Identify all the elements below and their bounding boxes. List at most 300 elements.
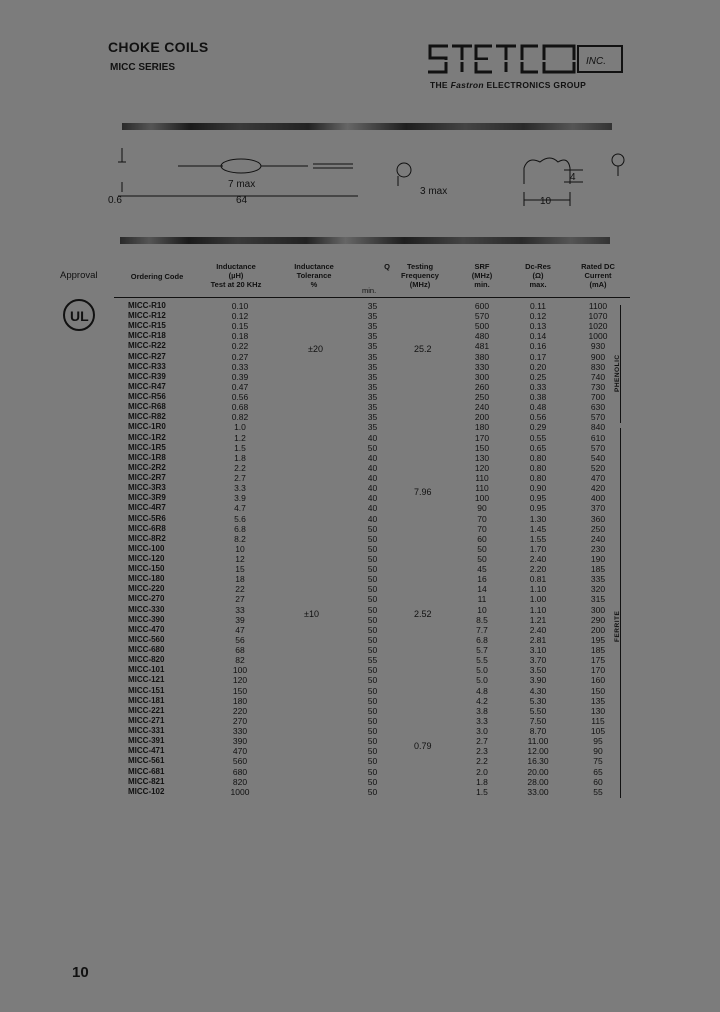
row-rated-current: 830: [590, 361, 606, 372]
row-dc-resistance: 33.00: [527, 786, 549, 797]
row-dc-resistance: 1.30: [529, 513, 547, 524]
row-q: 50: [367, 715, 378, 726]
row-ordering-code: MICC-R12: [128, 311, 166, 321]
row-ordering-code: MICC-391: [128, 736, 165, 746]
row-dc-resistance: 12.00: [527, 746, 549, 757]
row-q: 50: [367, 695, 378, 706]
row-dc-resistance: 3.50: [529, 665, 547, 676]
row-srf: 70: [477, 523, 487, 534]
row-srf: 1.5: [476, 786, 488, 797]
table-row: [0, 605, 720, 615]
row-srf: 2.2: [476, 756, 488, 767]
row-srf: 11: [477, 594, 487, 605]
row-ordering-code: MICC-180: [128, 574, 165, 584]
row-dc-resistance: 0.95: [529, 503, 547, 514]
row-dc-resistance: 5.30: [529, 695, 547, 706]
table-row: [0, 311, 720, 321]
row-ordering-code: MICC-221: [128, 705, 165, 715]
stetco-logo: [426, 42, 626, 78]
tolerance-group-1: ±20: [308, 344, 323, 354]
table-row: [0, 767, 720, 777]
row-dc-resistance: 0.38: [529, 392, 547, 403]
row-q: 35: [367, 392, 378, 403]
row-q: 35: [367, 371, 378, 382]
row-rated-current: 185: [590, 564, 606, 575]
row-srf: 481: [474, 341, 490, 352]
row-ordering-code: MICC-R10: [128, 301, 166, 310]
dim-10: 10: [540, 196, 552, 207]
table-row: [0, 392, 720, 402]
row-dc-resistance: 3.90: [529, 675, 547, 686]
row-inductance: 6.8: [234, 523, 246, 534]
row-rated-current: 60: [593, 776, 603, 787]
row-ordering-code: MICC-1R0: [128, 422, 166, 432]
row-ordering-code: MICC-100: [128, 543, 165, 553]
row-srf: 250: [474, 392, 490, 403]
row-ordering-code: MICC-R15: [128, 321, 166, 331]
row-q: 35: [367, 301, 378, 311]
row-srf: 260: [474, 381, 490, 392]
row-q: 50: [367, 746, 378, 757]
header-tolerance: Inductance Tolerance %: [294, 262, 334, 289]
row-q: 50: [367, 604, 378, 615]
row-dc-resistance: 1.10: [529, 604, 547, 615]
row-srf: 1.8: [476, 776, 488, 787]
row-srf: 330: [474, 361, 490, 372]
row-dc-resistance: 1.55: [529, 533, 547, 544]
row-q: 50: [367, 634, 378, 645]
header-testing-frequency: Testing Frequency (MHz): [401, 262, 439, 289]
row-q: 50: [367, 766, 378, 777]
table-row: [0, 493, 720, 503]
row-dc-resistance: 8.70: [529, 726, 547, 737]
table-row: [0, 503, 720, 513]
row-rated-current: 610: [590, 432, 606, 443]
row-inductance: 82: [235, 655, 245, 666]
table-row: [0, 331, 720, 341]
dim-7max: 7 max: [228, 179, 256, 190]
row-inductance: 1.5: [234, 442, 246, 453]
row-q: 40: [367, 473, 378, 484]
row-srf: 70: [477, 513, 487, 524]
row-q: 50: [367, 594, 378, 605]
row-q: 40: [367, 452, 378, 463]
table-row: [0, 514, 720, 524]
row-inductance: 680: [232, 766, 248, 777]
row-inductance: 0.27: [231, 351, 249, 362]
row-ordering-code: MICC-R33: [128, 361, 166, 371]
table-row: [0, 746, 720, 756]
row-ordering-code: MICC-R22: [128, 341, 166, 351]
row-rated-current: 115: [591, 715, 605, 726]
row-inductance: 0.10: [231, 301, 249, 311]
row-q: 40: [367, 503, 378, 514]
row-inductance: 12: [235, 554, 245, 564]
row-rated-current: 400: [590, 493, 606, 504]
row-ordering-code: MICC-1R5: [128, 442, 166, 452]
series-subtitle: MICC SERIES: [110, 62, 176, 73]
row-q: 50: [367, 705, 378, 716]
row-inductance: 0.56: [231, 392, 249, 403]
row-q: 50: [367, 574, 378, 585]
row-ordering-code: MICC-101: [128, 665, 165, 675]
row-rated-current: 470: [590, 473, 606, 484]
row-srf: 8.5: [476, 614, 488, 625]
page-title: CHOKE COILS: [108, 39, 209, 55]
table-row: [0, 564, 720, 574]
row-ordering-code: MICC-3R9: [128, 493, 166, 503]
row-q: 40: [367, 493, 378, 504]
row-srf: 45: [477, 564, 487, 575]
tagline-brand: Fastron: [450, 80, 484, 90]
table-row: [0, 554, 720, 564]
table-row: [0, 706, 720, 716]
row-srf: 4.2: [476, 695, 488, 706]
row-q: 50: [367, 614, 378, 625]
header-dc-resistance: Dc-Res (Ω) max.: [525, 262, 551, 289]
row-srf: 300: [474, 371, 490, 382]
row-ordering-code: MICC-R47: [128, 381, 166, 391]
row-inductance: 0.15: [231, 321, 249, 332]
row-srf: 2.0: [476, 766, 488, 777]
row-srf: 3.8: [476, 705, 488, 716]
header-inductance: Inductance (µH) Test at 20 KHz: [210, 262, 262, 289]
row-ordering-code: MICC-330: [128, 604, 165, 614]
row-q: 50: [367, 736, 378, 747]
row-inductance: 0.68: [231, 402, 249, 413]
row-rated-current: 75: [593, 756, 603, 767]
row-rated-current: 105: [590, 726, 606, 737]
row-srf: 5.0: [476, 675, 488, 686]
row-dc-resistance: 0.81: [529, 574, 547, 585]
row-srf: 6.8: [476, 634, 488, 645]
row-srf: 3.0: [476, 726, 488, 737]
row-inductance: 390: [232, 736, 248, 747]
table-row: [0, 544, 720, 554]
row-dc-resistance: 1.70: [529, 543, 547, 554]
row-srf: 120: [474, 462, 490, 473]
row-rated-current: 200: [590, 624, 606, 635]
row-ordering-code: MICC-R18: [128, 331, 166, 341]
dim-64: 64: [236, 195, 248, 206]
row-rated-current: 175: [590, 655, 606, 666]
row-ordering-code: MICC-102: [128, 786, 165, 796]
row-ordering-code: MICC-5R6: [128, 513, 166, 523]
table-row: [0, 655, 720, 665]
row-q: 50: [367, 624, 378, 635]
row-dc-resistance: 0.25: [529, 371, 547, 382]
row-inductance: 22: [235, 584, 245, 595]
row-inductance: 2.2: [234, 462, 246, 473]
row-ordering-code: MICC-470: [128, 624, 165, 634]
row-rated-current: 1020: [588, 321, 608, 332]
row-q: 40: [367, 513, 378, 524]
svg-text:INC.: INC.: [586, 56, 606, 67]
row-q: 50: [367, 564, 378, 575]
row-inductance: 100: [232, 665, 248, 676]
table-row: [0, 696, 720, 706]
row-q: 50: [367, 665, 378, 676]
row-dc-resistance: 1.21: [529, 614, 547, 625]
row-dc-resistance: 0.11: [530, 301, 546, 311]
row-srf: 150: [474, 442, 490, 453]
dim-3max: 3 max: [420, 186, 448, 197]
row-rated-current: 320: [590, 584, 606, 595]
row-inductance: 120: [232, 675, 248, 686]
tagline-suffix: ELECTRONICS GROUP: [486, 80, 587, 90]
row-dc-resistance: 1.10: [529, 584, 547, 595]
row-q: 50: [367, 442, 378, 453]
row-rated-current: 740: [590, 371, 606, 382]
row-ordering-code: MICC-151: [128, 685, 165, 695]
frequency-group-1: 25.2: [414, 344, 432, 354]
table-row: [0, 777, 720, 787]
row-q: 40: [367, 462, 378, 473]
row-q: 50: [367, 533, 378, 544]
table-row: [0, 726, 720, 736]
row-srf: 90: [477, 503, 487, 514]
row-srf: 600: [474, 301, 490, 311]
row-q: 35: [367, 402, 378, 413]
row-inductance: 5.6: [234, 513, 246, 524]
row-rated-current: 420: [590, 483, 606, 494]
row-inductance: 820: [232, 776, 248, 787]
row-inductance: 18: [235, 574, 245, 585]
row-dc-resistance: 4.30: [529, 685, 547, 696]
row-dc-resistance: 16.30: [527, 756, 549, 767]
row-dc-resistance: 5.50: [529, 705, 547, 716]
row-rated-current: 1070: [588, 311, 608, 322]
row-ordering-code: MICC-150: [128, 564, 165, 574]
row-rated-current: 570: [590, 442, 606, 453]
row-rated-current: 90: [593, 746, 603, 757]
row-rated-current: 900: [590, 351, 606, 362]
row-srf: 110: [475, 483, 489, 494]
row-srf: 50: [477, 554, 487, 564]
row-q: 50: [367, 523, 378, 534]
row-rated-current: 630: [590, 402, 606, 413]
tolerance-group-2: ±10: [304, 609, 319, 619]
row-dc-resistance: 2.40: [529, 624, 547, 635]
row-rated-current: 190: [590, 554, 606, 564]
row-inductance: 180: [232, 695, 248, 706]
row-q: 55: [367, 655, 378, 666]
table-row: [0, 341, 720, 351]
row-q: 50: [367, 786, 378, 797]
row-ordering-code: MICC-560: [128, 634, 165, 644]
row-inductance: 2.7: [234, 473, 246, 484]
row-ordering-code: MICC-820: [128, 655, 165, 665]
row-dc-resistance: 2.20: [529, 564, 547, 575]
row-inductance: 330: [232, 726, 248, 737]
frequency-group-4: 0.79: [414, 741, 432, 751]
table-row: [0, 615, 720, 625]
row-inductance: 0.22: [231, 341, 249, 352]
row-ordering-code: MICC-270: [128, 594, 165, 604]
row-rated-current: 520: [590, 462, 606, 473]
table-row: [0, 433, 720, 443]
row-dc-resistance: 28.00: [527, 776, 549, 787]
row-ordering-code: MICC-271: [128, 715, 165, 725]
row-ordering-code: MICC-4R7: [128, 503, 166, 513]
row-inductance: 4.7: [234, 503, 246, 514]
table-row: [0, 686, 720, 696]
header-q-min: min.: [362, 286, 377, 295]
table-row: [0, 402, 720, 412]
row-dc-resistance: 0.20: [529, 361, 547, 372]
phenolic-material-label: PHENOLIC: [614, 354, 621, 392]
header-divider: [114, 297, 630, 298]
row-dc-resistance: 3.10: [529, 645, 547, 656]
row-rated-current: 130: [590, 705, 606, 716]
row-inductance: 39: [235, 614, 245, 625]
row-srf: 570: [474, 311, 490, 322]
row-ordering-code: MICC-471: [128, 746, 165, 756]
row-dc-resistance: 0.13: [529, 321, 547, 332]
row-q: 35: [367, 341, 378, 352]
row-inductance: 47: [235, 624, 245, 635]
row-inductance: 0.39: [231, 371, 249, 382]
row-dc-resistance: 1.00: [529, 594, 547, 605]
row-rated-current: 360: [590, 513, 606, 524]
row-dc-resistance: 2.81: [529, 634, 547, 645]
row-srf: 110: [475, 473, 489, 484]
row-rated-current: 570: [590, 412, 606, 423]
row-q: 35: [367, 321, 378, 332]
row-srf: 5.5: [476, 655, 488, 666]
row-q: 50: [367, 543, 378, 554]
row-inductance: 1.0: [234, 422, 246, 433]
table-row: [0, 756, 720, 766]
row-srf: 170: [474, 432, 490, 443]
row-rated-current: 730: [590, 381, 606, 392]
tagline-prefix: THE: [430, 80, 448, 90]
table-row: [0, 524, 720, 534]
row-rated-current: 840: [590, 422, 606, 433]
row-dc-resistance: 0.65: [529, 442, 547, 453]
row-dc-resistance: 0.80: [529, 462, 547, 473]
row-srf: 16: [477, 574, 487, 585]
row-inductance: 0.12: [231, 311, 249, 322]
row-ordering-code: MICC-6R8: [128, 523, 166, 533]
row-rated-current: 195: [590, 634, 606, 645]
row-inductance: 8.2: [234, 533, 246, 544]
row-inductance: 10: [235, 543, 245, 554]
row-ordering-code: MICC-220: [128, 584, 165, 594]
dim-0-6: 0.6: [108, 195, 122, 206]
table-row: [0, 412, 720, 422]
row-rated-current: 55: [593, 786, 603, 797]
table-row: [0, 534, 720, 544]
row-inductance: 15: [235, 564, 245, 575]
row-ordering-code: MICC-2R2: [128, 462, 166, 472]
header-q: Q: [384, 262, 390, 271]
row-q: 35: [367, 412, 378, 423]
row-ordering-code: MICC-8R2: [128, 533, 166, 543]
row-ordering-code: MICC-R82: [128, 412, 166, 422]
header-srf: SRF (MHz) min.: [471, 262, 493, 289]
row-srf: 14: [477, 584, 487, 595]
row-rated-current: 230: [590, 543, 606, 554]
row-dc-resistance: 0.12: [529, 311, 547, 322]
table-row: [0, 787, 720, 797]
row-dc-resistance: 0.16: [529, 341, 547, 352]
table-row: [0, 635, 720, 645]
row-srf: 7.7: [476, 624, 488, 635]
row-dc-resistance: 7.50: [529, 715, 547, 726]
row-q: 50: [367, 776, 378, 787]
approval-label: Approval: [60, 270, 98, 281]
row-srf: 180: [474, 422, 490, 433]
row-ordering-code: MICC-R27: [128, 351, 166, 361]
dim-4: 4: [570, 172, 576, 183]
row-q: 35: [367, 351, 378, 362]
table-row: [0, 483, 720, 493]
row-srf: 10: [477, 604, 487, 615]
row-ordering-code: MICC-181: [128, 695, 165, 705]
table-row: [0, 443, 720, 453]
page-number: 10: [72, 964, 89, 981]
row-rated-current: 1100: [588, 301, 608, 311]
row-rated-current: 65: [593, 766, 603, 777]
row-q: 50: [367, 584, 378, 595]
row-dc-resistance: 0.55: [529, 432, 547, 443]
row-dc-resistance: 3.70: [529, 655, 547, 666]
row-rated-current: 290: [590, 614, 606, 625]
row-inductance: 56: [235, 634, 245, 645]
row-rated-current: 160: [590, 675, 606, 686]
row-ordering-code: MICC-120: [128, 554, 165, 563]
row-inductance: 68: [235, 645, 245, 656]
row-q: 50: [367, 675, 378, 686]
table-row: [0, 716, 720, 726]
row-inductance: 470: [232, 746, 248, 757]
table-row: [0, 594, 720, 604]
row-rated-current: 135: [590, 695, 606, 706]
row-rated-current: 170: [590, 665, 606, 676]
frequency-group-2: 7.96: [414, 487, 432, 497]
row-dc-resistance: 2.40: [529, 554, 547, 564]
table-row: [0, 645, 720, 655]
table-row: [0, 362, 720, 372]
row-inductance: 1.8: [234, 452, 246, 463]
row-ordering-code: MICC-3R3: [128, 483, 166, 493]
row-ordering-code: MICC-680: [128, 645, 165, 655]
ferrite-material-label: FERRITE: [614, 610, 621, 642]
table-row: [0, 352, 720, 362]
dimension-drawing: [108, 140, 628, 220]
row-q: 35: [367, 311, 378, 322]
row-inductance: 150: [232, 685, 248, 696]
row-dc-resistance: 0.80: [529, 473, 547, 484]
row-ordering-code: MICC-R68: [128, 402, 166, 412]
row-inductance: 0.33: [231, 361, 249, 372]
row-ordering-code: MICC-121: [128, 675, 165, 685]
table-row: [0, 453, 720, 463]
row-ordering-code: MICC-821: [128, 776, 165, 786]
row-srf: 50: [477, 543, 487, 554]
table-row: [0, 321, 720, 331]
row-inductance: 1000: [230, 786, 250, 797]
row-dc-resistance: 1.45: [529, 523, 547, 534]
row-dc-resistance: 20.00: [527, 766, 549, 777]
table-row: [0, 665, 720, 675]
row-q: 50: [367, 756, 378, 767]
row-ordering-code: MICC-561: [128, 756, 165, 766]
table-row: [0, 584, 720, 594]
row-srf: 5.7: [476, 645, 488, 656]
row-ordering-code: MICC-1R8: [128, 452, 166, 462]
